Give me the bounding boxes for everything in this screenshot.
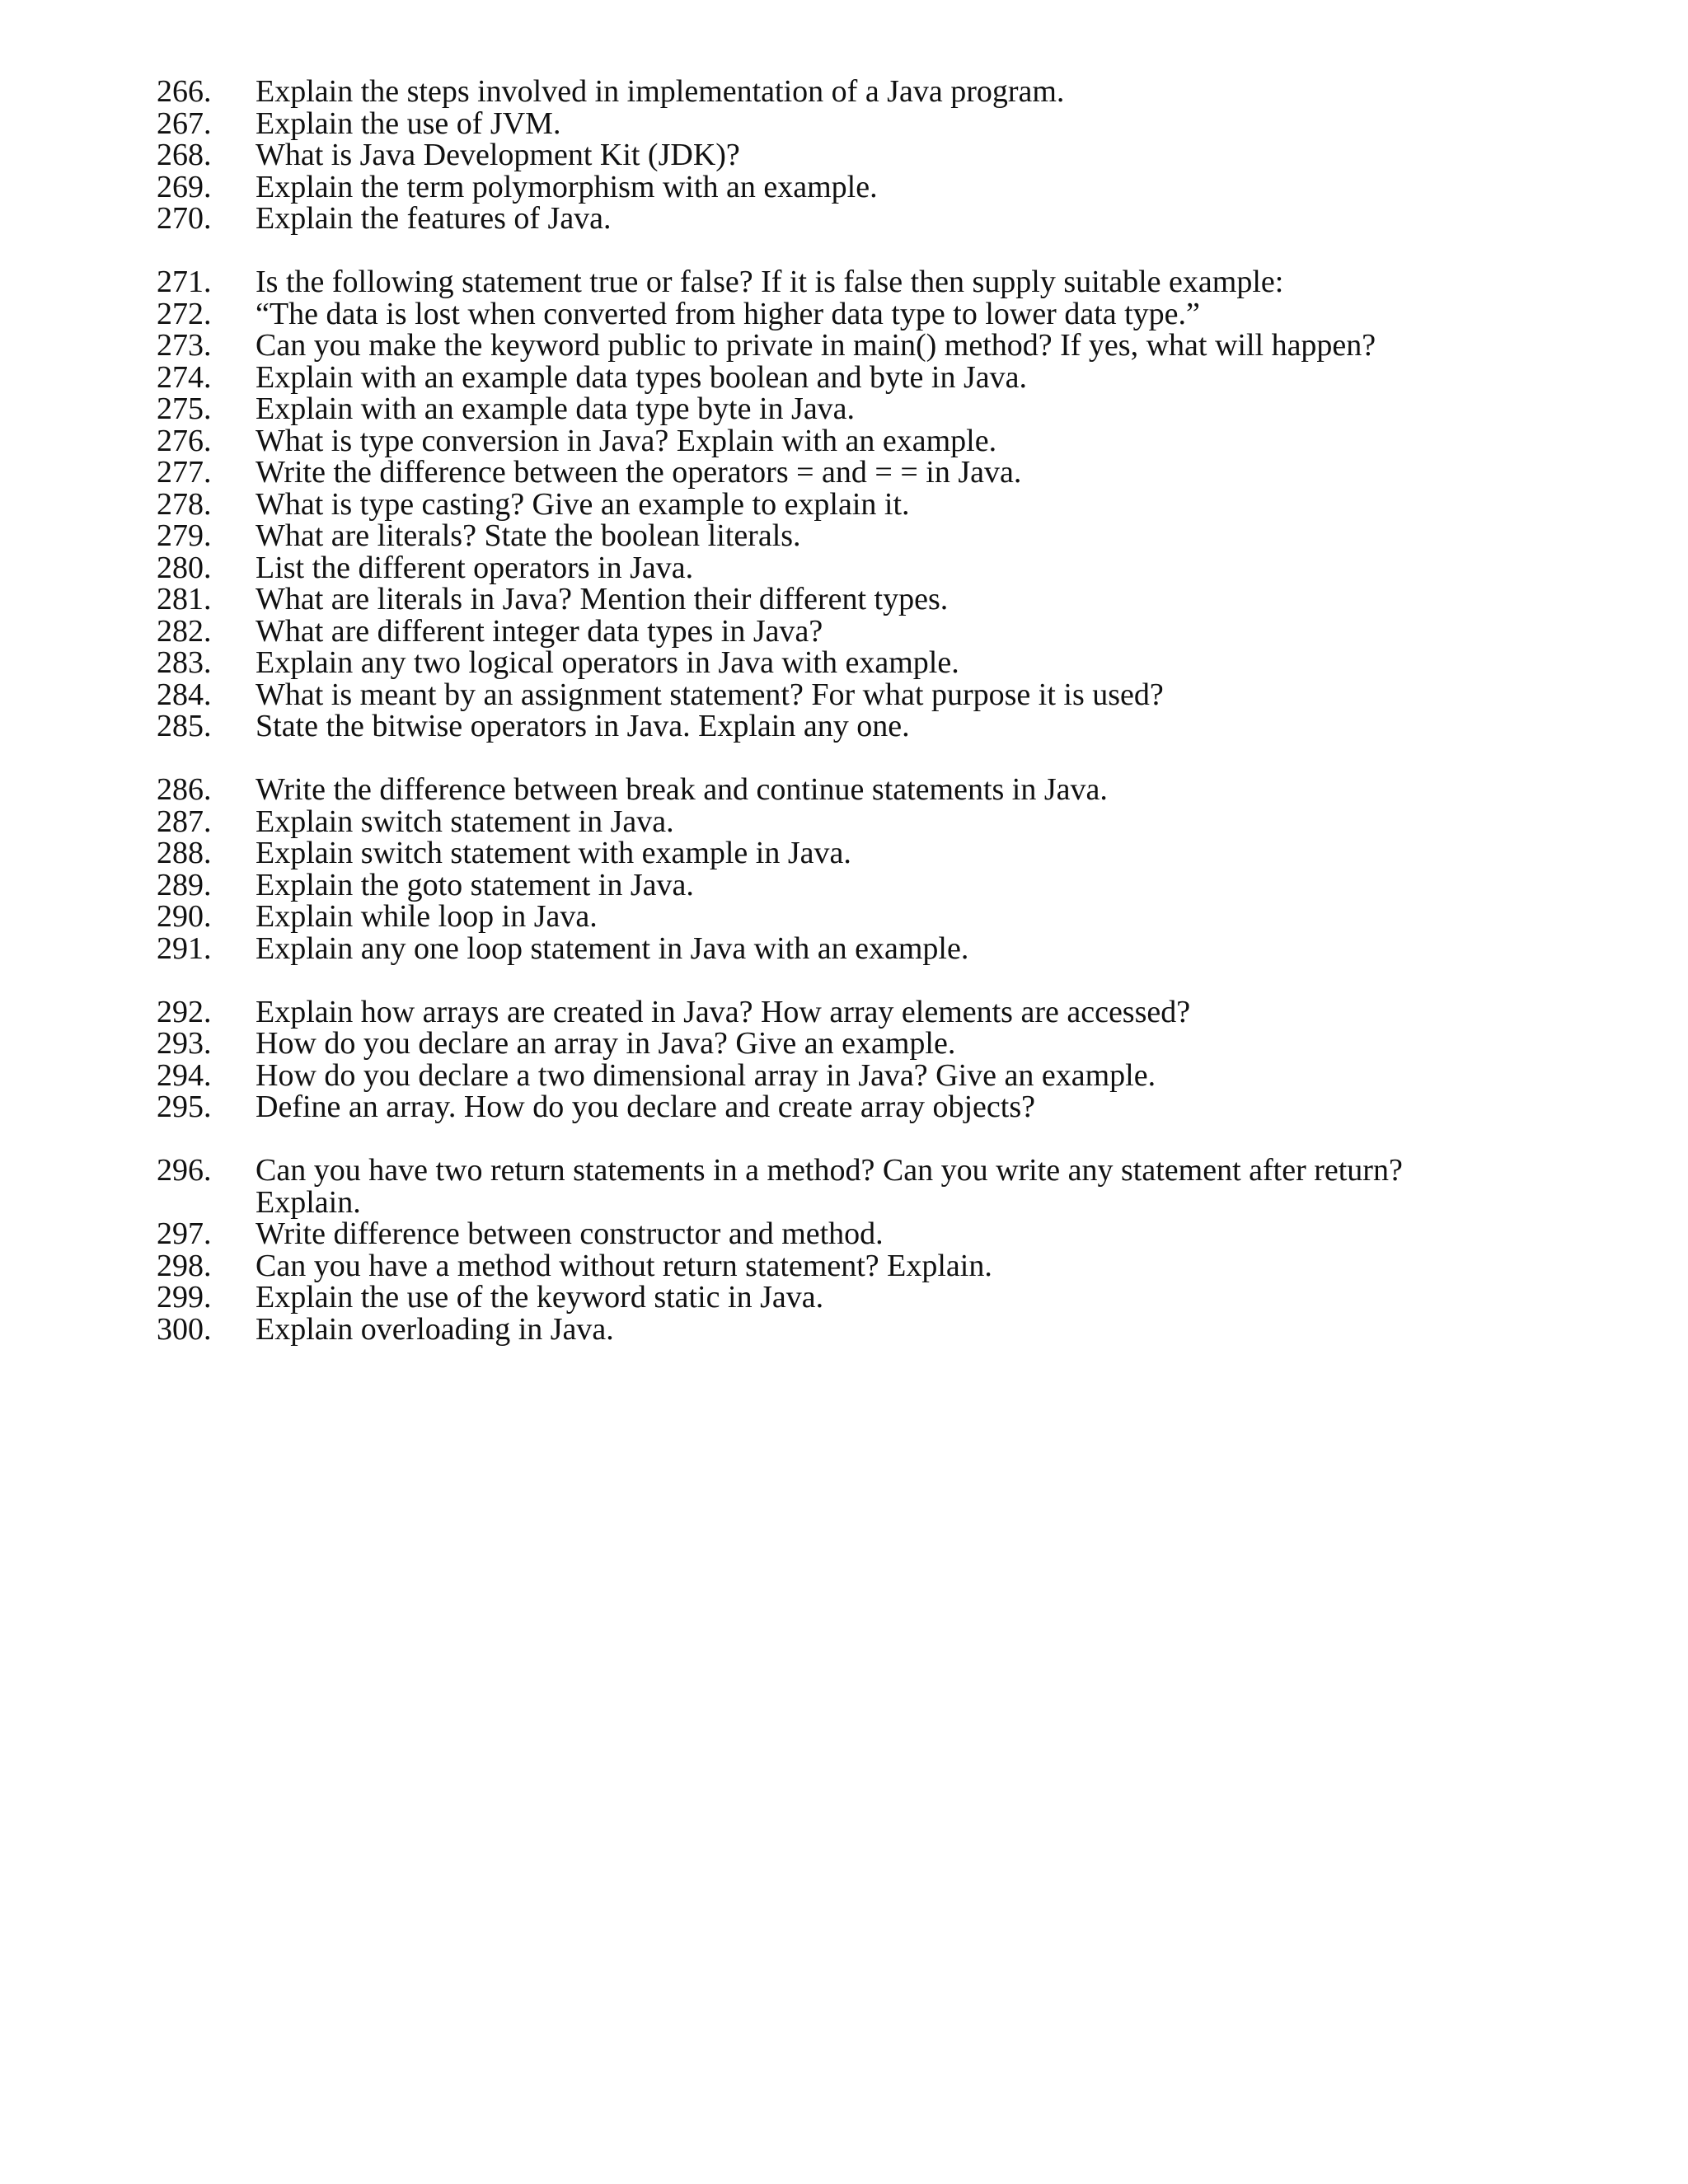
question-number: 275.	[157, 391, 212, 426]
question-item	[0, 679, 1688, 711]
question-item	[0, 266, 1688, 298]
question-item	[0, 1091, 1688, 1123]
question-number: 299.	[157, 1280, 212, 1315]
question-number	[0, 1187, 256, 1219]
question-item	[0, 1028, 1688, 1060]
question-item	[0, 806, 1688, 838]
question-group	[0, 266, 1688, 743]
question-item	[0, 869, 1688, 902]
question-text: What are literals in Java? Mention their different types.	[256, 582, 949, 616]
question-text: Explain the use of JVM.	[256, 105, 561, 141]
question-item	[0, 1218, 1688, 1250]
question-number: 290.	[157, 899, 212, 934]
question-number: 278.	[157, 486, 212, 522]
question-number: 298.	[157, 1248, 212, 1283]
question-number: 287.	[157, 804, 212, 839]
question-item	[0, 930, 1688, 966]
question-item	[0, 774, 1688, 806]
question-item	[0, 520, 1688, 552]
question-item	[0, 552, 1688, 584]
question-number: 285.	[157, 709, 212, 743]
question-text: State the bitwise operators in Java. Explain any one.	[256, 709, 910, 743]
question-item	[0, 457, 1688, 489]
question-number: 295.	[157, 1090, 212, 1124]
question-number: 296.	[157, 1153, 212, 1188]
question-number: 282.	[157, 613, 212, 649]
question-item	[0, 105, 1688, 141]
question-text: What is type casting? Give an example to explain it.	[256, 486, 910, 522]
question-item	[0, 996, 1688, 1029]
question-item	[0, 1311, 1688, 1347]
question-text: List the different operators in Java.	[256, 550, 694, 585]
question-text: Explain any one loop statement in Java with an example.	[256, 930, 969, 966]
question-number: 300.	[157, 1311, 212, 1347]
question-item	[0, 425, 1688, 457]
question-text: Can you have two return statements in a method? Can you write any statement after return?	[256, 1153, 1403, 1188]
question-number: 277.	[157, 455, 212, 490]
question-text: Explain with an example data type byte in Java.	[256, 391, 856, 426]
question-text: Define an array. How do you declare and create array objects?	[256, 1090, 1035, 1124]
question-item	[0, 613, 1688, 649]
question-text: What are different integer data types in Java?	[256, 613, 823, 649]
question-text: Explain the use of the keyword static in Java.	[256, 1280, 824, 1315]
question-text: Explain any two logical operators in Java with example.	[256, 645, 959, 680]
question-number: 273.	[157, 328, 212, 363]
question-item	[0, 76, 1688, 108]
question-number: 286.	[157, 772, 212, 807]
question-item	[0, 203, 1688, 235]
question-item	[0, 171, 1688, 204]
question-number: 281.	[157, 582, 212, 616]
question-text: What is type conversion in Java? Explain with an example.	[256, 423, 997, 458]
question-number: 292.	[157, 994, 212, 1029]
question-text: Explain.	[256, 1184, 361, 1220]
question-item	[0, 393, 1688, 425]
question-text: Explain the goto statement in Java.	[256, 867, 694, 902]
question-text: Explain switch statement with example in Java.	[256, 836, 851, 870]
question-list	[0, 76, 1688, 1377]
question-group	[0, 996, 1688, 1123]
question-text: What is meant by an assignment statement? For what purpose it is used?	[256, 677, 1164, 712]
question-item	[0, 1057, 1688, 1093]
question-text: Write difference between constructor and method.	[256, 1216, 884, 1251]
question-text: How do you declare a two dimensional array in Java? Give an example.	[256, 1057, 1156, 1093]
question-number: 268.	[157, 138, 212, 172]
question-item	[0, 139, 1688, 171]
question-text: What are literals? State the boolean literals.	[256, 518, 801, 553]
question-item	[0, 901, 1688, 933]
question-text: Explain while loop in Java.	[256, 899, 598, 934]
question-number: 284.	[157, 677, 212, 712]
question-text: Write the difference between the operators = and = = in Java.	[256, 455, 1022, 490]
question-text: Can you have a method without return statement? Explain.	[256, 1248, 992, 1283]
question-item	[0, 359, 1688, 395]
question-number: 270.	[157, 201, 212, 236]
question-number: 266.	[157, 74, 212, 109]
question-item	[0, 1250, 1688, 1282]
question-item	[0, 330, 1688, 362]
question-number: 272.	[157, 296, 212, 331]
question-text: What is Java Development Kit (JDK)?	[256, 138, 740, 172]
question-number: 267.	[157, 105, 212, 141]
question-number: 276.	[157, 423, 212, 458]
question-number: 271.	[157, 265, 212, 299]
question-text: How do you declare an array in Java? Give an example.	[256, 1026, 956, 1061]
question-group	[0, 1155, 1688, 1345]
question-item	[0, 837, 1688, 869]
question-number: 274.	[157, 359, 212, 395]
question-item	[0, 583, 1688, 616]
question-item	[0, 298, 1688, 330]
question-item	[0, 1155, 1688, 1187]
question-item	[0, 710, 1688, 743]
question-number: 289.	[157, 867, 212, 902]
question-text: Explain with an example data types boolean and byte in Java.	[256, 359, 1027, 395]
question-text: Explain the features of Java.	[256, 201, 612, 236]
question-text: Is the following statement true or false? If it is false then supply suitable example:	[256, 265, 1284, 299]
question-text: Can you make the keyword public to private in main() method? If yes, what will happen?	[256, 328, 1376, 363]
question-number: 297.	[157, 1216, 212, 1251]
question-item	[0, 486, 1688, 522]
question-text: “The data is lost when converted from higher data type to lower data type.”	[256, 296, 1200, 331]
question-number: 283.	[157, 645, 212, 680]
question-group	[0, 774, 1688, 964]
question-number: 294.	[157, 1057, 212, 1093]
question-number: 279.	[157, 518, 212, 553]
question-text: Explain the steps involved in implementation of a Java program.	[256, 74, 1065, 109]
question-number: 288.	[157, 836, 212, 870]
question-item	[0, 1184, 1688, 1220]
question-text: Write the difference between break and continue statements in Java.	[256, 772, 1108, 807]
question-number: 293.	[157, 1026, 212, 1061]
question-number: 291.	[157, 930, 212, 966]
question-text: Explain the term polymorphism with an example.	[256, 169, 878, 204]
question-text: Explain how arrays are created in Java? How array elements are accessed?	[256, 994, 1191, 1029]
question-number: 269.	[157, 169, 212, 204]
question-number: 280.	[157, 550, 212, 585]
question-item	[0, 647, 1688, 679]
question-text: Explain overloading in Java.	[256, 1311, 614, 1347]
question-item	[0, 1282, 1688, 1314]
question-group	[0, 76, 1688, 235]
question-text: Explain switch statement in Java.	[256, 804, 674, 839]
